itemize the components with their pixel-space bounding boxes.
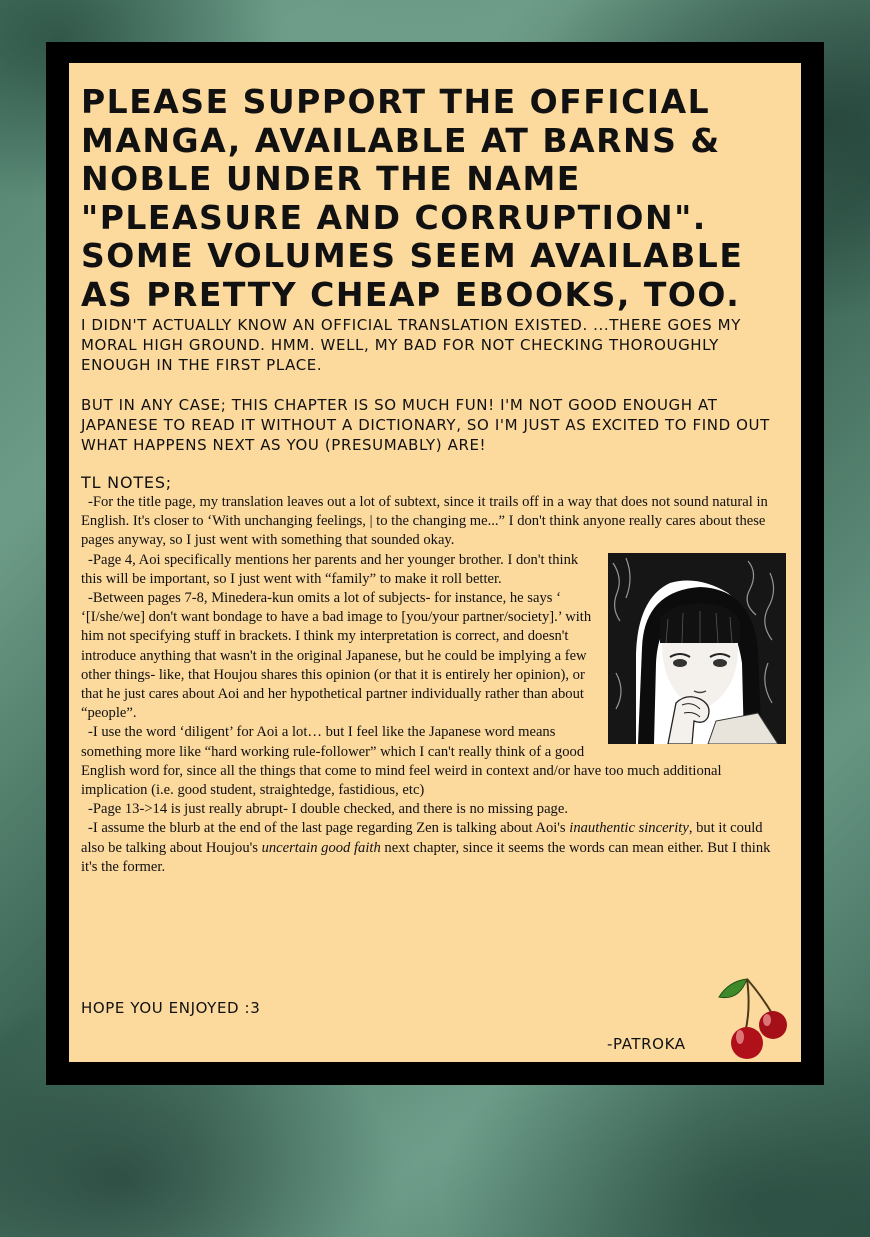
tl-notes-body [81,493,786,877]
note-paper [69,63,801,1062]
tl-notes-heading: TL NOTES; [81,473,172,492]
note-title-page: -For the title page, my translation leaves out a lot of subtext, since it trails off in a way that does not sound natural in English. It's closer to ‘With unchanging feelings, | to the changing me...” I don't think anyone really cares about these pages anyway, so I just went with something that sounded okay. [81,494,768,549]
closing-message: HOPE YOU ENJOYED :3 [81,999,261,1017]
translator-remark-1: I DIDN'T ACTUALLY KNOW AN OFFICIAL TRANSLATION EXISTED. ...THERE GOES MY MORAL HIGH GROUND. HMM. WELL, MY BAD FOR NOT CHECKING THOROUGHLY ENOUGH IN THE FIRST PLACE. [81,316,741,374]
manga-girl-illustration [608,553,786,744]
note-zen-blurb: -I assume the blurb at the end of the last page regarding Zen is talking about Aoi's inauthentic sincerity, but it could also be talking about Houjou's uncertain good faith next chapter, since it seems the words can mean either. But I think it's the former. [81,820,771,875]
emphasis-uncertain-good-faith: uncertain good faith [261,839,381,856]
note-pages-7-8: -Between pages 7-8, Minedera-kun omits a lot of subjects- for instance, he says ‘ ‘[I/she/we] don't want bondage to have a bad image to [you/your partner/society].’ with him not specifying stuff in brackets. I think my interpretation is correct, and doesn't introduce anything that wasn't in the original Japanese, but he could be implying a few other things- like, that Houjou shares this opinion (or that it is entirely her opinion), or that he just cares about Aoi and her hypothetical partner individually rather than about “people”. [81,590,592,722]
note-diligent: -I use the word ‘diligent’ for Aoi a lot… but I feel like the Japanese word means something more like “hard working rule-follower” which I can't really think of a good English word for, since all the things that come to mind feel weird in context and/or have too much additional implication (i.e. good student, straightedge, fastidious, etc) [81,724,722,799]
note-page-13-14: -Page 13->14 is just really abrupt- I double checked, and there is no missing page. [88,801,568,818]
note-page-4: -Page 4, Aoi specifically mentions her parents and her younger brother. I don't think this will be important, so I just went with “family” to make it roll better. [81,551,786,589]
emphasis-inauthentic-sincerity: inauthentic sincerity [569,820,689,837]
translator-remark-2: BUT IN ANY CASE; THIS CHAPTER IS SO MUCH FUN! I'M NOT GOOD ENOUGH AT JAPANESE TO READ IT WITHOUT A DICTIONARY, SO I'M JUST AS EXCITED TO FIND OUT WHAT HAPPENS NEXT AS YOU (PRESUMABLY) ARE! [81,396,770,454]
translator-signature: -PATROKA [607,1035,686,1053]
cherry-icon [717,975,797,1061]
support-headline: PLEASE SUPPORT THE OFFICIAL MANGA, AVAILABLE AT BARNS & NOBLE UNDER THE NAME "PLEASURE AND CORRUPTION". SOME VOLUMES SEEM AVAILABLE AS PRETTY CHEAP EBOOKS, TOO. [81,82,744,314]
